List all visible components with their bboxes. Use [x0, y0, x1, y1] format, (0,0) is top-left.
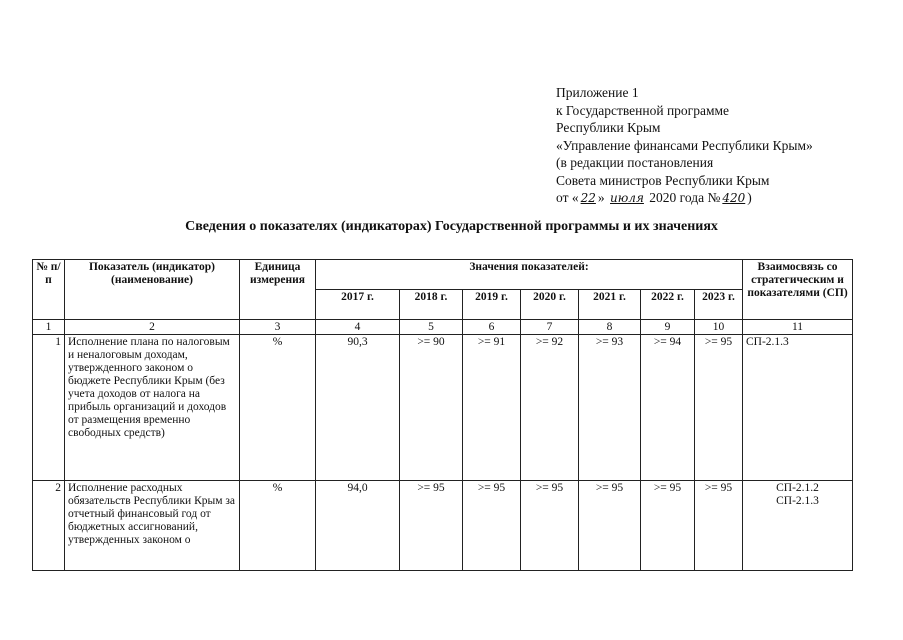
- appendix-block: [556, 84, 813, 208]
- appendix-line: к Государственной программе: [556, 102, 730, 118]
- value-cell: >= 92: [521, 335, 579, 481]
- column-number: 10: [695, 320, 743, 335]
- link-code: СП-2.1.3: [776, 495, 819, 507]
- value-cell: >= 95: [400, 481, 463, 571]
- header-values-group: Значения показателей:: [316, 260, 743, 290]
- header-indicator: Показатель (индикатор) (наименование): [65, 260, 240, 320]
- row-number: 2: [33, 481, 65, 571]
- handwritten-number: 420: [722, 191, 746, 205]
- value-cell: >= 95: [463, 481, 521, 571]
- handwritten-month: июля: [610, 191, 644, 205]
- header-unit: Единица измерения: [240, 260, 316, 320]
- date-mid: »: [597, 190, 609, 205]
- appendix-line: Совета министров Республики Крым: [556, 172, 770, 188]
- appendix-line: Республики Крым: [556, 120, 661, 135]
- value-cell: >= 95: [695, 481, 743, 571]
- header-num: № п/п: [33, 260, 65, 320]
- link-cell: [743, 481, 853, 571]
- year-header: 2018 г.: [400, 290, 463, 320]
- unit-cell: %: [240, 335, 316, 481]
- column-number: 8: [579, 320, 641, 335]
- value-cell: >= 95: [521, 481, 579, 571]
- column-number: 5: [400, 320, 463, 335]
- row-number: 1: [33, 335, 65, 481]
- value-cell: 94,0: [316, 481, 400, 571]
- year-header: 2021 г.: [579, 290, 641, 320]
- column-number: 2: [65, 320, 240, 335]
- appendix-line: «Управление финансами Республики Крым»: [556, 137, 813, 153]
- year-header: 2022 г.: [641, 290, 695, 320]
- handwritten-day: 22: [580, 191, 596, 205]
- indicator-name: Исполнение расходных обязательств Республики Крым за отчетный финансовый год от бюджетных ассигнований, утвержденных законом о: [65, 481, 240, 571]
- link-code: СП-2.1.3: [746, 336, 789, 348]
- column-number: 4: [316, 320, 400, 335]
- appendix-date-line: [556, 189, 813, 208]
- indicators-table: [32, 259, 853, 571]
- value-cell: >= 93: [579, 335, 641, 481]
- document-title: Сведения о показателях (индикаторах) Государственной программы и их значениях: [185, 219, 718, 234]
- appendix-line: Приложение 1: [556, 85, 639, 100]
- value-cell: >= 91: [463, 335, 521, 481]
- value-cell: >= 95: [695, 335, 743, 481]
- link-cell: [743, 335, 853, 481]
- value-cell: 90,3: [316, 335, 400, 481]
- date-close: ): [747, 190, 752, 205]
- value-cell: >= 94: [641, 335, 695, 481]
- header-link: Взаимосвязь со стратегическим и показателями (СП): [743, 260, 853, 320]
- column-number: 6: [463, 320, 521, 335]
- column-number: 9: [641, 320, 695, 335]
- table-row: [33, 481, 853, 571]
- date-year: 2020 года №: [645, 190, 721, 205]
- appendix-line: (в редакции постановления: [556, 155, 714, 170]
- column-number: 3: [240, 320, 316, 335]
- value-cell: >= 90: [400, 335, 463, 481]
- indicator-name: Исполнение плана по налоговым и неналоговым доходам, утвержденного законом о бюджете Республики Крым (без учета доходов от налога на прибыль организаций и доходов от размещения временно свободных средств): [65, 335, 240, 481]
- value-cell: >= 95: [579, 481, 641, 571]
- date-prefix: от «: [556, 190, 579, 205]
- column-number-row: [33, 320, 853, 335]
- column-number: 7: [521, 320, 579, 335]
- year-header: 2019 г.: [463, 290, 521, 320]
- year-header: 2023 г.: [695, 290, 743, 320]
- unit-cell: %: [240, 481, 316, 571]
- value-cell: >= 95: [641, 481, 695, 571]
- link-code: СП-2.1.2: [776, 482, 819, 494]
- header-row: [33, 260, 853, 290]
- year-header: 2017 г.: [316, 290, 400, 320]
- table-row: [33, 335, 853, 481]
- column-number: 1: [33, 320, 65, 335]
- year-header: 2020 г.: [521, 290, 579, 320]
- column-number: 11: [743, 320, 853, 335]
